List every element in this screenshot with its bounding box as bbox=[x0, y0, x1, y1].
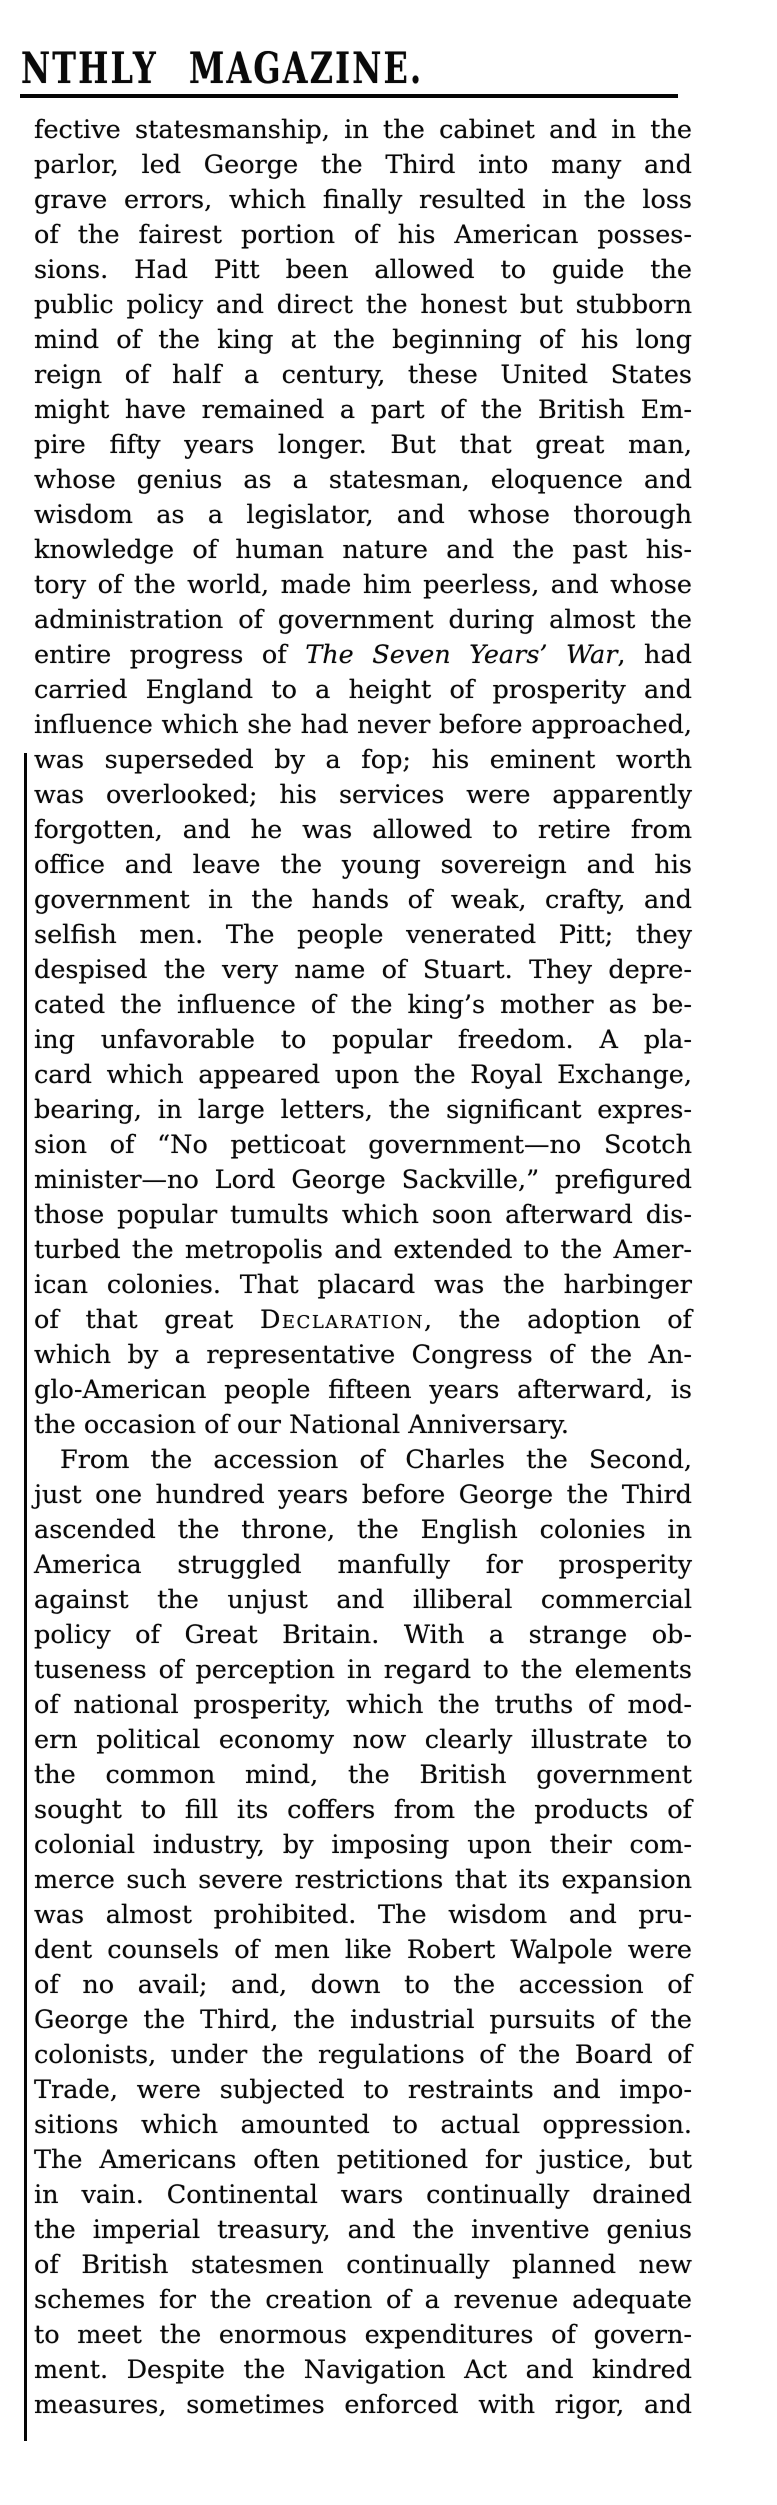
text-segment: office and leave the young sovereign and his bbox=[34, 850, 692, 880]
text-segment: , the adoption of bbox=[423, 1305, 692, 1335]
text-line bbox=[34, 2353, 692, 2388]
text-line bbox=[34, 708, 692, 743]
text-segment: of that great bbox=[34, 1305, 260, 1335]
header-rule bbox=[20, 94, 678, 98]
text-line bbox=[34, 1093, 692, 1128]
text-segment: the common mind, the British government bbox=[34, 1760, 692, 1790]
text-line bbox=[34, 1968, 692, 2003]
text-line bbox=[34, 953, 692, 988]
magazine-title: NTHLY MAGAZINE. bbox=[21, 44, 424, 94]
text-segment: forgotten, and he was allowed to retire from bbox=[34, 815, 692, 845]
text-line bbox=[34, 1233, 692, 1268]
text-line bbox=[34, 2143, 692, 2178]
text-line bbox=[34, 1163, 692, 1198]
text-line bbox=[34, 1828, 692, 1863]
text-segment: tuseness of perception in regard to the elements bbox=[34, 1655, 692, 1685]
text-segment: policy of Great Britain. With a strange ob- bbox=[34, 1620, 692, 1650]
text-segment: was almost prohibited. The wisdom and pru- bbox=[34, 1900, 692, 1930]
text-segment: against the unjust and illiberal commercial bbox=[34, 1585, 692, 1615]
text-line bbox=[34, 2248, 692, 2283]
text-line bbox=[34, 2073, 692, 2108]
text-line bbox=[34, 463, 692, 498]
text-segment: cated the influence of the king’s mother as be- bbox=[34, 990, 692, 1020]
text-line bbox=[34, 918, 692, 953]
text-line bbox=[34, 988, 692, 1023]
text-line bbox=[34, 2178, 692, 2213]
text-segment: just one hundred years before George the Third bbox=[34, 1480, 692, 1510]
text-line bbox=[34, 1268, 692, 1303]
text-line bbox=[34, 148, 692, 183]
text-segment: George the Third, the industrial pursuits of the bbox=[34, 2005, 692, 2035]
text-segment: knowledge of human nature and the past his- bbox=[34, 535, 692, 565]
text-segment: schemes for the creation of a revenue adequate bbox=[34, 2285, 692, 2315]
text-segment: bearing, in large letters, the significant expres- bbox=[34, 1095, 692, 1125]
text-line bbox=[34, 288, 692, 323]
text-line bbox=[34, 1583, 692, 1618]
text-segment: was overlooked; his services were apparently bbox=[34, 780, 692, 810]
text-segment: measures, sometimes enforced with rigor, and bbox=[34, 2390, 692, 2420]
text-segment: in vain. Continental wars continually drained bbox=[34, 2180, 692, 2210]
text-line bbox=[34, 533, 692, 568]
text-segment: despised the very name of Stuart. They depre- bbox=[34, 955, 692, 985]
text-line bbox=[34, 638, 692, 673]
text-line bbox=[34, 1793, 692, 1828]
text-segment: tory of the world, made him peerless, and whose bbox=[34, 570, 692, 600]
text-segment: carried England to a height of prosperity and bbox=[34, 675, 692, 705]
running-head bbox=[21, 44, 565, 94]
text-segment: might have remained a part of the British Em- bbox=[34, 395, 692, 425]
text-line bbox=[34, 1058, 692, 1093]
text-segment: government in the hands of weak, crafty, and bbox=[34, 885, 692, 915]
text-line bbox=[34, 1128, 692, 1163]
text-line bbox=[34, 1933, 692, 1968]
text-line bbox=[34, 358, 692, 393]
text-segment: ican colonies. That placard was the harbinger bbox=[34, 1270, 692, 1300]
text-line bbox=[34, 1303, 692, 1338]
text-segment: ascended the throne, the English colonies in bbox=[34, 1515, 692, 1545]
text-segment: Trade, were subjected to restraints and impo- bbox=[34, 2075, 692, 2105]
text-segment: the occasion of our National Anniversary. bbox=[34, 1410, 569, 1440]
text-line bbox=[34, 428, 692, 463]
text-line bbox=[34, 1723, 692, 1758]
text-segment: pire fifty years longer. But that great man, bbox=[34, 430, 692, 460]
text-segment: was superseded by a fop; his eminent worth bbox=[34, 745, 692, 775]
text-segment: the imperial treasury, and the inventive genius bbox=[34, 2215, 692, 2245]
text-segment: sion of “No petticoat government—no Scotch bbox=[34, 1130, 692, 1160]
text-line bbox=[34, 183, 692, 218]
text-segment: America struggled manfully for prosperity bbox=[34, 1550, 692, 1580]
text-line bbox=[34, 1338, 692, 1373]
text-segment: entire progress of bbox=[34, 640, 306, 670]
text-segment: of no avail; and, down to the accession of bbox=[34, 1970, 692, 2000]
text-line bbox=[34, 568, 692, 603]
text-line bbox=[34, 1408, 692, 1443]
text-line bbox=[34, 603, 692, 638]
text-line bbox=[34, 1443, 692, 1478]
text-segment: to meet the enormous expenditures of govern- bbox=[34, 2320, 692, 2350]
text-line bbox=[34, 778, 692, 813]
text-segment: which by a representative Congress of the An- bbox=[34, 1340, 692, 1370]
text-segment: those popular tumults which soon afterward dis- bbox=[34, 1200, 692, 1230]
text-line bbox=[34, 2318, 692, 2353]
text-line bbox=[34, 743, 692, 778]
text-segment: card which appeared upon the Royal Exchange, bbox=[34, 1060, 692, 1090]
text-segment: public policy and direct the honest but stubborn bbox=[34, 290, 692, 320]
text-line bbox=[34, 393, 692, 428]
paragraph bbox=[34, 113, 692, 1443]
text-segment: sitions which amounted to actual oppression. bbox=[34, 2110, 692, 2140]
text-line bbox=[34, 1373, 692, 1408]
text-segment: merce such severe restrictions that its expansion bbox=[34, 1865, 692, 1895]
text-segment: of the fairest portion of his American posses- bbox=[34, 220, 692, 250]
text-line bbox=[34, 253, 692, 288]
text-line bbox=[34, 2108, 692, 2143]
text-segment-smallcaps: Declaration bbox=[259, 1305, 424, 1335]
text-segment: mind of the king at the beginning of his long bbox=[34, 325, 692, 355]
text-segment: , had bbox=[617, 640, 692, 670]
text-line bbox=[34, 2038, 692, 2073]
text-line bbox=[34, 673, 692, 708]
text-segment: influence which she had never before approached, bbox=[34, 710, 692, 740]
text-line bbox=[34, 813, 692, 848]
text-line bbox=[34, 498, 692, 533]
text-line bbox=[34, 1478, 692, 1513]
text-line bbox=[34, 1758, 692, 1793]
text-line bbox=[34, 113, 692, 148]
text-segment: colonists, under the regulations of the Board of bbox=[34, 2040, 692, 2070]
text-segment: wisdom as a legislator, and whose thorough bbox=[34, 500, 692, 530]
text-segment: ern political economy now clearly illustrate to bbox=[34, 1725, 692, 1755]
text-segment: reign of half a century, these United States bbox=[34, 360, 692, 390]
text-segment: The Americans often petitioned for justice, but bbox=[34, 2145, 692, 2175]
text-segment: turbed the metropolis and extended to the Amer- bbox=[34, 1235, 692, 1265]
text-segment: parlor, led George the Third into many and bbox=[34, 150, 692, 180]
text-segment: ment. Despite the Navigation Act and kindred bbox=[34, 2355, 692, 2385]
text-segment: dent counsels of men like Robert Walpole were bbox=[34, 1935, 692, 1965]
text-line bbox=[34, 883, 692, 918]
text-line bbox=[34, 2283, 692, 2318]
text-segment-italic: The Seven Years’ War bbox=[305, 640, 618, 670]
text-line bbox=[34, 1513, 692, 1548]
text-line bbox=[34, 1898, 692, 1933]
text-line bbox=[34, 218, 692, 253]
text-line bbox=[34, 2003, 692, 2038]
text-segment: grave errors, which finally resulted in the loss bbox=[34, 185, 692, 215]
text-line bbox=[34, 1548, 692, 1583]
text-segment: fective statesmanship, in the cabinet and in the bbox=[34, 115, 692, 145]
column-divider-rule bbox=[24, 753, 27, 2441]
text-segment: sought to fill its coffers from the products of bbox=[34, 1795, 692, 1825]
text-line bbox=[34, 1653, 692, 1688]
text-line bbox=[34, 2213, 692, 2248]
text-line bbox=[34, 1688, 692, 1723]
text-segment: of British statesmen continually planned new bbox=[34, 2250, 692, 2280]
text-segment: From the accession of Charles the Second, bbox=[60, 1445, 692, 1475]
text-column bbox=[34, 113, 692, 2423]
text-line bbox=[34, 2388, 692, 2423]
text-segment: administration of government during almost the bbox=[34, 605, 692, 635]
text-segment: sions. Had Pitt been allowed to guide the bbox=[34, 255, 692, 285]
text-line bbox=[34, 1618, 692, 1653]
paragraph bbox=[34, 1443, 692, 2423]
text-segment: selfish men. The people venerated Pitt; they bbox=[34, 920, 692, 950]
text-line bbox=[34, 1198, 692, 1233]
text-line bbox=[34, 1023, 692, 1058]
text-segment: ing unfavorable to popular freedom. A pla- bbox=[34, 1025, 692, 1055]
text-segment: minister—no Lord George Sackville,” prefigured bbox=[34, 1165, 692, 1195]
text-line bbox=[34, 848, 692, 883]
text-line bbox=[34, 323, 692, 358]
text-segment: of national prosperity, which the truths of mod- bbox=[34, 1690, 692, 1720]
text-segment: whose genius as a statesman, eloquence and bbox=[34, 465, 692, 495]
text-line bbox=[34, 1863, 692, 1898]
text-segment: glo-American people fifteen years afterward, is bbox=[34, 1375, 692, 1405]
text-segment: colonial industry, by imposing upon their com- bbox=[34, 1830, 692, 1860]
